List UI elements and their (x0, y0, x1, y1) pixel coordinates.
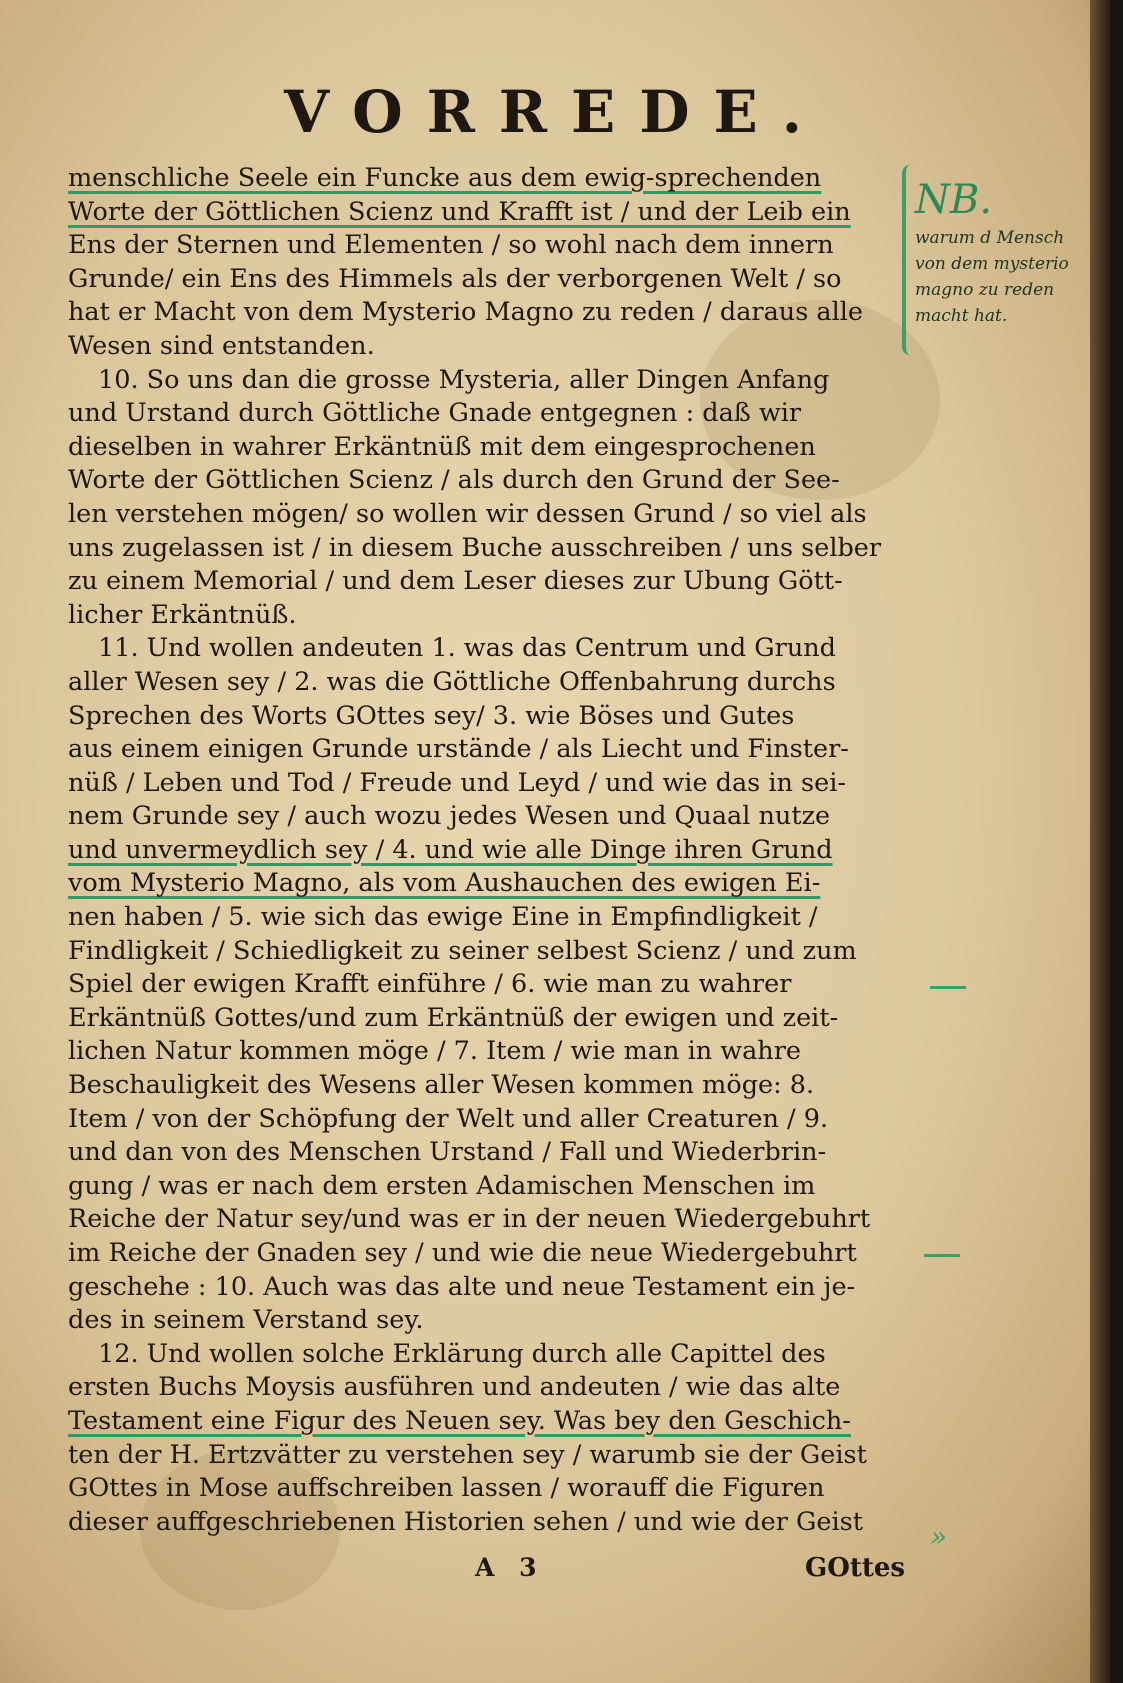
text-line (68, 1506, 904, 1540)
text-line-content: uns zugelassen ist / in diesem Buche ausschreiben / uns selber (68, 532, 882, 563)
text-line (68, 901, 904, 935)
text-line (68, 1035, 904, 1069)
book-gutter (1090, 0, 1110, 1683)
text-line (68, 767, 904, 801)
text-line-content: Reiche der Natur sey/und was er in der neuen Wiedergebuhrt (68, 1204, 871, 1235)
text-line (68, 296, 904, 330)
page-footer (0, 1553, 1110, 1593)
text-line (68, 1069, 904, 1103)
text-line-content: ersten Buchs Moysis ausführen und andeuten / wie das alte (68, 1372, 841, 1403)
text-line (68, 1405, 904, 1439)
text-line (68, 464, 904, 498)
signature-mark: A 3 (475, 1553, 545, 1582)
text-line (68, 733, 904, 767)
text-line (68, 599, 904, 633)
text-line-content: und dan von des Menschen Urstand / Fall und Wiederbrin- (68, 1137, 827, 1168)
page-header: VORREDE. (284, 78, 826, 146)
margin-note (915, 175, 1095, 329)
margin-note-line: warum d Mensch (915, 228, 1065, 248)
text-line-content: gung / was er nach dem ersten Adamischen Menschen im (68, 1170, 816, 1201)
margin-dash-mark (924, 1254, 960, 1257)
text-line-content: Worte der Göttlichen Scienz / als durch den Grund der See- (68, 465, 840, 496)
text-line (68, 968, 904, 1002)
text-line (68, 229, 904, 263)
text-line-content: Worte der Göttlichen Scienz und Krafft ist / und der Leib ein (68, 196, 851, 227)
text-line-content: und Urstand durch Göttliche Gnade entgegnen : daß wir (68, 398, 802, 429)
nota-bene-mark: NB. (915, 177, 993, 223)
text-line (68, 1170, 904, 1204)
margin-note-line: macht hat. (915, 306, 1008, 326)
text-line-content: des in seinem Verstand sey. (68, 1305, 424, 1336)
text-line-content: nüß / Leben und Tod / Freude und Leyd / und wie das in sei- (68, 767, 846, 798)
text-line (68, 1136, 904, 1170)
text-line (68, 834, 904, 868)
margin-note-line: von dem mysterio (915, 254, 1069, 274)
text-line (68, 1237, 904, 1271)
text-line-content: Testament eine Figur des Neuen sey. Was bey den Geschich- (68, 1405, 851, 1436)
text-line-content: Wesen sind entstanden. (68, 330, 375, 361)
text-line (68, 800, 904, 834)
text-line (68, 1371, 904, 1405)
text-line (68, 330, 904, 364)
text-line-content: Sprechen des Worts GOttes sey/ 3. wie Böses und Gutes (68, 700, 795, 731)
text-line (68, 700, 904, 734)
text-line-content: Beschauligkeit des Wesens aller Wesen kommen möge: 8. (68, 1070, 815, 1101)
text-line (68, 364, 904, 398)
text-line-content: Ens der Sternen und Elementen / so wohl nach dem innern (68, 230, 834, 261)
text-line (68, 1002, 904, 1036)
text-line-content: nem Grunde sey / auch wozu jedes Wesen und Quaal nutze (68, 801, 831, 832)
text-line-content: zu einem Memorial / und dem Leser dieses zur Ubung Gött- (68, 566, 843, 597)
text-line-content: dieselben in wahrer Erkäntnüß mit dem eingesprochenen (68, 431, 816, 462)
text-line (68, 431, 904, 465)
text-line (68, 1203, 904, 1237)
body-text (68, 162, 904, 1539)
text-line-content: vom Mysterio Magno, als vom Aushauchen des ewigen Ei- (68, 868, 821, 899)
text-line-content: licher Erkäntnüß. (68, 599, 297, 630)
text-line-content: und unvermeydlich sey / 4. und wie alle Dinge ihren Grund (68, 834, 833, 865)
text-line (68, 632, 904, 666)
text-line (68, 1271, 904, 1305)
text-line (68, 196, 904, 230)
text-line (68, 1103, 904, 1137)
text-line (68, 1439, 904, 1473)
text-line (68, 162, 904, 196)
text-line (68, 397, 904, 431)
text-line-content: Item / von der Schöpfung der Welt und aller Creaturen / 9. (68, 1103, 829, 1134)
text-line (68, 1472, 904, 1506)
text-line-content: ten der H. Ertzvätter zu verstehen sey / warumb sie der Geist (68, 1439, 867, 1470)
text-line-content: aus einem einigen Grunde urstände / als Liecht und Finster- (68, 734, 849, 765)
text-line-content: 10. So uns dan die grosse Mysteria, aller Dingen Anfang (98, 364, 830, 395)
text-line-content: Erkäntnüß Gottes/und zum Erkäntnüß der ewigen und zeit- (68, 1002, 839, 1033)
text-line-content: Findligkeit / Schiedligkeit zu seiner selbest Scienz / und zum (68, 935, 857, 966)
text-line-content: Grunde/ ein Ens des Himmels als der verborgenen Welt / so (68, 263, 842, 294)
text-line-content: aller Wesen sey / 2. was die Göttliche Offenbahrung durchs (68, 666, 836, 697)
text-line-content: lichen Natur kommen möge / 7. Item / wie man in wahre (68, 1036, 801, 1067)
text-line (68, 263, 904, 297)
text-line-content: geschehe : 10. Auch was das alte und neue Testament ein je- (68, 1271, 856, 1302)
margin-mark: » (930, 1520, 948, 1553)
text-line-content: 11. Und wollen andeuten 1. was das Centrum und Grund (98, 633, 836, 664)
text-line-content: im Reiche der Gnaden sey / und wie die neue Wiedergebuhrt (68, 1238, 857, 1268)
text-line-content: nen haben / 5. wie sich das ewige Eine in Empfindligkeit / (68, 902, 818, 933)
text-line-content: 12. Und wollen solche Erklärung durch alle Capittel des (98, 1338, 826, 1369)
text-line-content: Spiel der ewigen Krafft einführe / 6. wie man zu wahrer (68, 969, 792, 1000)
text-line (68, 532, 904, 566)
text-line (68, 1338, 904, 1372)
text-line-content: hat er Macht von dem Mysterio Magno zu reden / daraus alle (68, 297, 864, 328)
text-line-content: menschliche Seele ein Funcke aus dem ewig-sprechenden (68, 163, 822, 193)
text-line-content: dieser auffgeschriebenen Historien sehen / und wie der Geist (68, 1506, 863, 1537)
margin-dash-mark (930, 986, 966, 989)
text-line (68, 1304, 904, 1338)
margin-note-line: magno zu reden (915, 280, 1055, 300)
text-line (68, 867, 904, 901)
text-line (68, 498, 904, 532)
text-line (68, 565, 904, 599)
text-line-content: len verstehen mögen/ so wollen wir dessen Grund / so viel als (68, 498, 867, 529)
catchword: GOttes (805, 1553, 906, 1583)
text-line (68, 666, 904, 700)
text-line-content: GOttes in Mose auffschreiben lassen / worauff die Figuren (68, 1473, 825, 1504)
text-line (68, 935, 904, 969)
